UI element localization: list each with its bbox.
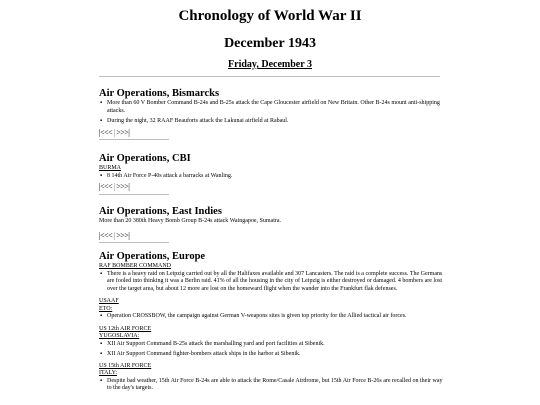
subheading-us12[interactable]: US 12th AIR FORCE	[99, 325, 152, 332]
list-item: ▪ During the night, 32 RAAF Beauforts attack the Lakunai airfield at Rabaul.	[99, 118, 444, 126]
day-link[interactable]: Friday, December 3	[228, 59, 312, 70]
nav-first-link[interactable]: |<<	[99, 230, 109, 240]
subheading-yugoslavia[interactable]: YUGOSLAVIA:	[99, 333, 140, 339]
nav-next-link[interactable]: >	[116, 230, 121, 240]
list-item: ▪ Operation CROSSBOW, the campaign against German V-weapons sites is given top priority for the Allied tactical air forces.	[99, 313, 444, 321]
section-europe	[99, 251, 444, 396]
nav-separator: |	[113, 230, 115, 240]
section-heading: Air Operations, Bismarcks	[99, 88, 220, 99]
nav-arrows	[99, 183, 444, 191]
item-list	[99, 173, 444, 181]
item-list	[99, 100, 444, 126]
subheading-italy[interactable]: ITALY:	[99, 370, 118, 376]
section-heading: Air Operations, East Indies	[99, 206, 222, 217]
page-title: Chronology of World War II	[178, 8, 362, 24]
nav-last-link[interactable]: >>|	[120, 230, 130, 240]
list-item: ▪ More than 60 V Bomber Command B-24s and B-25s attack the Cape Gloucester airfield on New Britain. Other B-24s mount anti-shipping attacks.	[99, 100, 444, 115]
section-bismarcks	[99, 88, 444, 140]
nav-separator: |	[113, 182, 115, 191]
nav-next-link[interactable]: >	[116, 182, 121, 191]
nav-last-link[interactable]: >>|	[120, 127, 130, 137]
section-divider	[99, 194, 169, 195]
section-heading: Air Operations, Europe	[99, 251, 206, 262]
subheading-usaaf[interactable]: USAAF	[99, 298, 119, 304]
section-divider	[99, 242, 169, 243]
nav-next-link[interactable]: >	[116, 127, 121, 137]
list-item: ▪ XII Air Support Command fighter-bombers attack ships in the harbor at Sibenik.	[99, 351, 444, 359]
section-cbi	[99, 153, 444, 195]
section-text: More than 20 380th Heavy Bomb Group B-24s attack Waingapoe, Sumatra.	[99, 218, 282, 224]
nav-last-link[interactable]: >>|	[120, 182, 130, 191]
nav-prev-link[interactable]: <	[108, 182, 113, 191]
subheading-eto[interactable]: ETO:	[99, 305, 113, 312]
subheading-raf[interactable]: RAF BOMBER COMMAND	[99, 263, 172, 269]
section-east-indies	[99, 206, 444, 243]
nav-first-link[interactable]: |<<	[99, 127, 109, 137]
nav-prev-link[interactable]: <	[108, 127, 113, 137]
divider	[99, 76, 440, 77]
item-list	[99, 313, 444, 321]
nav-prev-link[interactable]: <	[108, 230, 113, 240]
item-list	[99, 378, 444, 393]
item-list	[99, 271, 444, 294]
nav-arrows	[99, 232, 444, 240]
list-item: ▪ XII Air Support Command B-25s attack the marshalling yard and port facilities at Sibenik.	[99, 341, 444, 349]
section-divider	[99, 139, 169, 140]
nav-arrows	[99, 129, 444, 137]
subheading-us15[interactable]: US 15th AIR FORCE	[99, 362, 152, 369]
month-title: December 1943	[224, 36, 316, 51]
list-item: ▪ Despite bad weather, 15th Air Force B-24s are able to attack the Rome/Casale Airdrome, but 15th Air Force B-26s are recalled on their way to the day's targets.	[99, 378, 444, 393]
section-heading: Air Operations, CBI	[99, 153, 191, 164]
item-list	[99, 341, 444, 359]
list-item: ▪ 8 14th Air Force P-40s attack a barracks at Wanling.	[99, 173, 444, 181]
nav-first-link[interactable]: |<<	[99, 182, 109, 191]
nav-separator: |	[113, 127, 115, 137]
subheading-burma[interactable]: BURMA	[99, 165, 122, 171]
list-item: ▪ There is a heavy raid on Leipzig carried out by all the Halifaxes available and 307 Lancasters. The raid is a complete success. The Germans are fooled into thinking it was a Berlin raid. 41% of all the housing in the city of Leipzig is either destroyed or damaged. 4 bombers are lost over the target area, but about 12 more are lost on the homeward flight when the wander into the Frankfurt flak defenses.	[99, 271, 444, 294]
